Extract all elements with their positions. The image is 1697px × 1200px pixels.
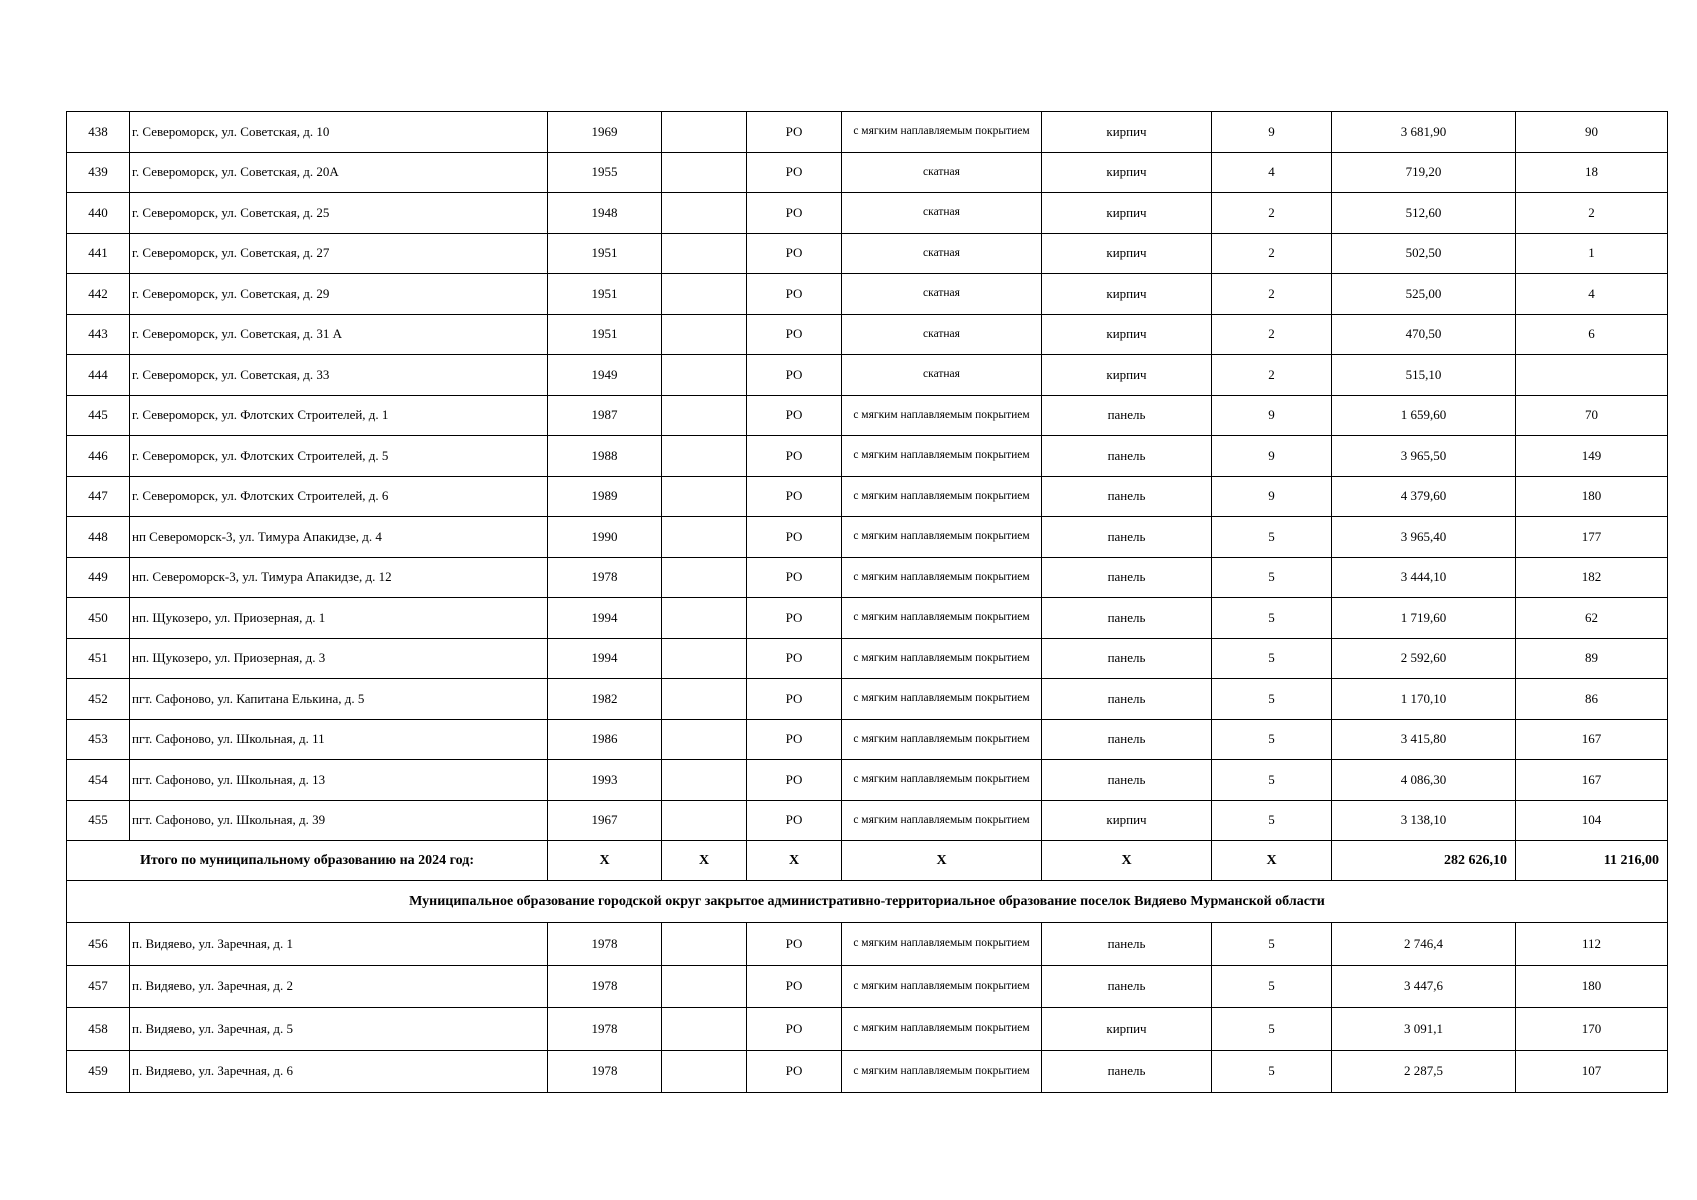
table-row [67, 638, 1668, 679]
residents-cell: 104 [1516, 800, 1668, 841]
address-cell: нп. Щукозеро, ул. Приозерная, д. 3 [130, 638, 548, 679]
floors-cell: 2 [1212, 355, 1332, 396]
row-number-cell: 443 [67, 314, 130, 355]
residents-cell: 18 [1516, 152, 1668, 193]
total-label: Итого по муниципальному образованию на 2024 год: [67, 841, 548, 881]
empty-cell [662, 395, 747, 436]
area-cell: 2 287,5 [1332, 1050, 1516, 1093]
empty-cell [662, 923, 747, 966]
row-number-cell: 458 [67, 1008, 130, 1051]
address-cell: г. Североморск, ул. Советская, д. 10 [130, 112, 548, 153]
roof-type-cell: скатная [842, 233, 1042, 274]
floors-cell: 2 [1212, 193, 1332, 234]
floors-cell: 5 [1212, 800, 1332, 841]
roof-type-cell: с мягким наплавляемым покрытием [842, 436, 1042, 477]
residents-cell: 90 [1516, 112, 1668, 153]
address-cell: п. Видяево, ул. Заречная, д. 1 [130, 923, 548, 966]
floors-cell: 4 [1212, 152, 1332, 193]
area-cell: 502,50 [1332, 233, 1516, 274]
fund-type-cell: РО [747, 800, 842, 841]
area-cell: 4 379,60 [1332, 476, 1516, 517]
empty-cell [662, 476, 747, 517]
address-cell: нп. Щукозеро, ул. Приозерная, д. 1 [130, 598, 548, 639]
empty-cell [662, 965, 747, 1008]
wall-material-cell: панель [1042, 395, 1212, 436]
row-number-cell: 451 [67, 638, 130, 679]
municipality-header-row [67, 881, 1668, 923]
wall-material-cell: кирпич [1042, 152, 1212, 193]
fund-type-cell: РО [747, 679, 842, 720]
table-row [67, 152, 1668, 193]
roof-type-cell: с мягким наплавляемым покрытием [842, 800, 1042, 841]
wall-material-cell: кирпич [1042, 800, 1212, 841]
table-row [67, 274, 1668, 315]
floors-cell: 9 [1212, 476, 1332, 517]
fund-type-cell: РО [747, 152, 842, 193]
floors-cell: 5 [1212, 965, 1332, 1008]
fund-type-cell: РО [747, 233, 842, 274]
residents-cell: 177 [1516, 517, 1668, 558]
year-built-cell: 1994 [548, 598, 662, 639]
address-cell: г. Североморск, ул. Флотских Строителей, д. 1 [130, 395, 548, 436]
residents-cell: 4 [1516, 274, 1668, 315]
fund-type-cell: РО [747, 760, 842, 801]
wall-material-cell: панель [1042, 679, 1212, 720]
row-number-cell: 444 [67, 355, 130, 396]
table-row [67, 355, 1668, 396]
empty-cell [662, 598, 747, 639]
table-total-section [67, 841, 1668, 923]
area-cell: 470,50 [1332, 314, 1516, 355]
floors-cell: 5 [1212, 1008, 1332, 1051]
address-cell: г. Североморск, ул. Советская, д. 20А [130, 152, 548, 193]
row-number-cell: 459 [67, 1050, 130, 1093]
table-row [67, 800, 1668, 841]
wall-material-cell: панель [1042, 517, 1212, 558]
table-row [67, 719, 1668, 760]
residents-cell: 6 [1516, 314, 1668, 355]
wall-material-cell: кирпич [1042, 233, 1212, 274]
wall-material-cell: панель [1042, 760, 1212, 801]
floors-cell: 5 [1212, 679, 1332, 720]
table-row [67, 193, 1668, 234]
roof-type-cell: с мягким наплавляемым покрытием [842, 598, 1042, 639]
table-row [67, 1050, 1668, 1093]
fund-type-cell: РО [747, 557, 842, 598]
municipality-title: Муниципальное образование городской округ закрытое административно-территориальное образование поселок Видяево Мурманской области [67, 881, 1668, 923]
area-cell: 3 965,50 [1332, 436, 1516, 477]
roof-type-cell: с мягким наплавляемым покрытием [842, 517, 1042, 558]
table-row [67, 598, 1668, 639]
empty-cell [662, 517, 747, 558]
year-built-cell: 1987 [548, 395, 662, 436]
roof-type-cell: с мягким наплавляемым покрытием [842, 965, 1042, 1008]
empty-cell [662, 436, 747, 477]
roof-type-cell: скатная [842, 193, 1042, 234]
area-cell: 512,60 [1332, 193, 1516, 234]
empty-cell [662, 1050, 747, 1093]
year-built-cell: 1955 [548, 152, 662, 193]
wall-material-cell: кирпич [1042, 112, 1212, 153]
address-cell: г. Североморск, ул. Флотских Строителей, д. 5 [130, 436, 548, 477]
municipal-total-row [67, 841, 1668, 881]
year-built-cell: 1978 [548, 1008, 662, 1051]
area-cell: 1 719,60 [1332, 598, 1516, 639]
residents-cell: 180 [1516, 476, 1668, 517]
roof-type-cell: с мягким наплавляемым покрытием [842, 395, 1042, 436]
address-cell: пгт. Сафоново, ул. Школьная, д. 11 [130, 719, 548, 760]
roof-type-cell: скатная [842, 314, 1042, 355]
table-body-severomorsk [67, 112, 1668, 841]
row-number-cell: 446 [67, 436, 130, 477]
roof-type-cell: с мягким наплавляемым покрытием [842, 760, 1042, 801]
wall-material-cell: панель [1042, 965, 1212, 1008]
wall-material-cell: панель [1042, 436, 1212, 477]
wall-material-cell: панель [1042, 1050, 1212, 1093]
wall-material-cell: панель [1042, 719, 1212, 760]
year-built-cell: 1951 [548, 274, 662, 315]
roof-type-cell: с мягким наплавляемым покрытием [842, 476, 1042, 517]
fund-type-cell: РО [747, 193, 842, 234]
area-cell: 3 447,6 [1332, 965, 1516, 1008]
table-row [67, 476, 1668, 517]
roof-type-cell: с мягким наплавляемым покрытием [842, 679, 1042, 720]
wall-material-cell: панель [1042, 923, 1212, 966]
year-built-cell: 1951 [548, 314, 662, 355]
area-cell: 525,00 [1332, 274, 1516, 315]
year-built-cell: 1993 [548, 760, 662, 801]
fund-type-cell: РО [747, 436, 842, 477]
area-cell: 3 965,40 [1332, 517, 1516, 558]
fund-type-cell: РО [747, 923, 842, 966]
roof-type-cell: с мягким наплавляемым покрытием [842, 1050, 1042, 1093]
row-number-cell: 439 [67, 152, 130, 193]
empty-cell [662, 233, 747, 274]
address-cell: п. Видяево, ул. Заречная, д. 2 [130, 965, 548, 1008]
address-cell: п. Видяево, ул. Заречная, д. 6 [130, 1050, 548, 1093]
row-number-cell: 457 [67, 965, 130, 1008]
wall-material-cell: кирпич [1042, 1008, 1212, 1051]
year-built-cell: 1982 [548, 679, 662, 720]
area-cell: 3 091,1 [1332, 1008, 1516, 1051]
floors-cell: 2 [1212, 314, 1332, 355]
table-row [67, 965, 1668, 1008]
address-cell: нп. Североморск-3, ул. Тимура Апакидзе, д. 12 [130, 557, 548, 598]
fund-type-cell: РО [747, 395, 842, 436]
table-row [67, 112, 1668, 153]
residents-cell: 167 [1516, 760, 1668, 801]
address-cell: г. Североморск, ул. Советская, д. 29 [130, 274, 548, 315]
fund-type-cell: РО [747, 965, 842, 1008]
fund-type-cell: РО [747, 517, 842, 558]
floors-cell: 2 [1212, 233, 1332, 274]
table-row [67, 760, 1668, 801]
residents-cell: 107 [1516, 1050, 1668, 1093]
empty-cell [662, 112, 747, 153]
residents-cell: 89 [1516, 638, 1668, 679]
table-row [67, 557, 1668, 598]
address-cell: пгт. Сафоново, ул. Школьная, д. 39 [130, 800, 548, 841]
fund-type-cell: РО [747, 274, 842, 315]
table-row [67, 395, 1668, 436]
table-row [67, 1008, 1668, 1051]
row-number-cell: 454 [67, 760, 130, 801]
wall-material-cell: панель [1042, 638, 1212, 679]
residents-cell: 180 [1516, 965, 1668, 1008]
area-cell: 1 659,60 [1332, 395, 1516, 436]
fund-type-cell: РО [747, 638, 842, 679]
table-row [67, 517, 1668, 558]
year-built-cell: 1969 [548, 112, 662, 153]
residents-cell [1516, 355, 1668, 396]
fund-type-cell: РО [747, 112, 842, 153]
fund-type-cell: РО [747, 314, 842, 355]
area-cell: 719,20 [1332, 152, 1516, 193]
roof-type-cell: с мягким наплавляемым покрытием [842, 719, 1042, 760]
table-row [67, 233, 1668, 274]
fund-type-cell: РО [747, 476, 842, 517]
year-built-cell: 1990 [548, 517, 662, 558]
row-number-cell: 456 [67, 923, 130, 966]
row-number-cell: 447 [67, 476, 130, 517]
roof-type-cell: с мягким наплавляемым покрытием [842, 638, 1042, 679]
roof-type-cell: скатная [842, 355, 1042, 396]
empty-cell [662, 679, 747, 720]
row-number-cell: 440 [67, 193, 130, 234]
total-area: 282 626,10 [1332, 841, 1516, 881]
row-number-cell: 453 [67, 719, 130, 760]
address-cell: п. Видяево, ул. Заречная, д. 5 [130, 1008, 548, 1051]
total-residents: 11 216,00 [1516, 841, 1668, 881]
row-number-cell: 450 [67, 598, 130, 639]
fund-type-cell: РО [747, 1008, 842, 1051]
year-built-cell: 1994 [548, 638, 662, 679]
residents-cell: 182 [1516, 557, 1668, 598]
floors-cell: 5 [1212, 557, 1332, 598]
row-number-cell: 441 [67, 233, 130, 274]
row-number-cell: 449 [67, 557, 130, 598]
empty-cell [662, 355, 747, 396]
area-cell: 3 681,90 [1332, 112, 1516, 153]
area-cell: 3 444,10 [1332, 557, 1516, 598]
empty-cell [662, 314, 747, 355]
floors-cell: 9 [1212, 436, 1332, 477]
address-cell: г. Североморск, ул. Советская, д. 33 [130, 355, 548, 396]
address-cell: пгт. Сафоново, ул. Школьная, д. 13 [130, 760, 548, 801]
total-mark-year: X [548, 841, 662, 881]
residents-cell: 167 [1516, 719, 1668, 760]
year-built-cell: 1988 [548, 436, 662, 477]
empty-cell [662, 719, 747, 760]
floors-cell: 9 [1212, 395, 1332, 436]
area-cell: 3 415,80 [1332, 719, 1516, 760]
table-row [67, 679, 1668, 720]
roof-type-cell: скатная [842, 152, 1042, 193]
year-built-cell: 1967 [548, 800, 662, 841]
total-mark-blank: X [662, 841, 747, 881]
empty-cell [662, 760, 747, 801]
wall-material-cell: панель [1042, 598, 1212, 639]
empty-cell [662, 800, 747, 841]
row-number-cell: 452 [67, 679, 130, 720]
area-cell: 3 138,10 [1332, 800, 1516, 841]
fund-type-cell: РО [747, 355, 842, 396]
row-number-cell: 438 [67, 112, 130, 153]
roof-type-cell: с мягким наплавляемым покрытием [842, 1008, 1042, 1051]
address-cell: г. Североморск, ул. Советская, д. 25 [130, 193, 548, 234]
floors-cell: 5 [1212, 517, 1332, 558]
residents-cell: 1 [1516, 233, 1668, 274]
empty-cell [662, 1008, 747, 1051]
empty-cell [662, 557, 747, 598]
wall-material-cell: панель [1042, 557, 1212, 598]
year-built-cell: 1949 [548, 355, 662, 396]
empty-cell [662, 638, 747, 679]
total-mark-floors: X [1212, 841, 1332, 881]
residents-cell: 70 [1516, 395, 1668, 436]
year-built-cell: 1948 [548, 193, 662, 234]
floors-cell: 9 [1212, 112, 1332, 153]
area-cell: 4 086,30 [1332, 760, 1516, 801]
table-row [67, 314, 1668, 355]
table-body-vidyaevo [67, 923, 1668, 1093]
year-built-cell: 1978 [548, 923, 662, 966]
roof-type-cell: с мягким наплавляемым покрытием [842, 557, 1042, 598]
housing-registry-table [66, 111, 1668, 1093]
address-cell: г. Североморск, ул. Флотских Строителей, д. 6 [130, 476, 548, 517]
floors-cell: 5 [1212, 638, 1332, 679]
empty-cell [662, 274, 747, 315]
year-built-cell: 1989 [548, 476, 662, 517]
empty-cell [662, 193, 747, 234]
residents-cell: 112 [1516, 923, 1668, 966]
area-cell: 515,10 [1332, 355, 1516, 396]
wall-material-cell: панель [1042, 476, 1212, 517]
row-number-cell: 448 [67, 517, 130, 558]
table-row [67, 923, 1668, 966]
residents-cell: 62 [1516, 598, 1668, 639]
total-mark-material: X [1042, 841, 1212, 881]
fund-type-cell: РО [747, 1050, 842, 1093]
address-cell: пгт. Сафоново, ул. Капитана Елькина, д. 5 [130, 679, 548, 720]
roof-type-cell: скатная [842, 274, 1042, 315]
row-number-cell: 442 [67, 274, 130, 315]
residents-cell: 149 [1516, 436, 1668, 477]
floors-cell: 5 [1212, 719, 1332, 760]
area-cell: 1 170,10 [1332, 679, 1516, 720]
wall-material-cell: кирпич [1042, 193, 1212, 234]
empty-cell [662, 152, 747, 193]
floors-cell: 2 [1212, 274, 1332, 315]
year-built-cell: 1978 [548, 1050, 662, 1093]
residents-cell: 170 [1516, 1008, 1668, 1051]
row-number-cell: 455 [67, 800, 130, 841]
year-built-cell: 1978 [548, 965, 662, 1008]
floors-cell: 5 [1212, 923, 1332, 966]
floors-cell: 5 [1212, 760, 1332, 801]
wall-material-cell: кирпич [1042, 314, 1212, 355]
row-number-cell: 445 [67, 395, 130, 436]
wall-material-cell: кирпич [1042, 274, 1212, 315]
fund-type-cell: РО [747, 719, 842, 760]
year-built-cell: 1978 [548, 557, 662, 598]
area-cell: 2 592,60 [1332, 638, 1516, 679]
area-cell: 2 746,4 [1332, 923, 1516, 966]
floors-cell: 5 [1212, 1050, 1332, 1093]
residents-cell: 2 [1516, 193, 1668, 234]
year-built-cell: 1986 [548, 719, 662, 760]
table-row [67, 436, 1668, 477]
year-built-cell: 1951 [548, 233, 662, 274]
address-cell: нп Североморск-3, ул. Тимура Апакидзе, д. 4 [130, 517, 548, 558]
address-cell: г. Североморск, ул. Советская, д. 27 [130, 233, 548, 274]
total-mark-ro: X [747, 841, 842, 881]
total-mark-roof: X [842, 841, 1042, 881]
fund-type-cell: РО [747, 598, 842, 639]
roof-type-cell: с мягким наплавляемым покрытием [842, 923, 1042, 966]
roof-type-cell: с мягким наплавляемым покрытием [842, 112, 1042, 153]
residents-cell: 86 [1516, 679, 1668, 720]
wall-material-cell: кирпич [1042, 355, 1212, 396]
address-cell: г. Североморск, ул. Советская, д. 31 А [130, 314, 548, 355]
floors-cell: 5 [1212, 598, 1332, 639]
